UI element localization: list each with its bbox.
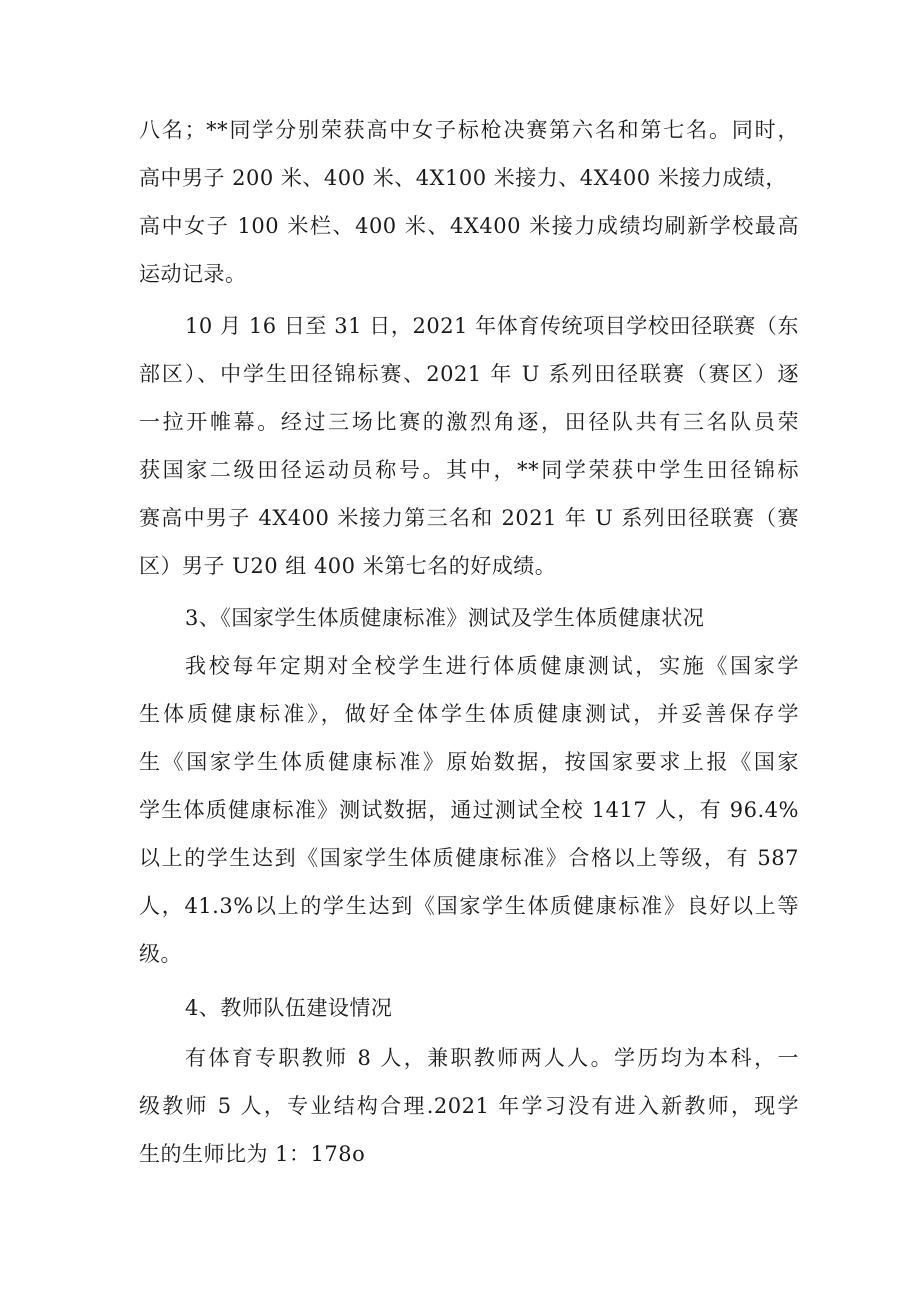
- paragraph-competitions: [139, 302, 799, 590]
- text-line: 10 月 16 日至 31 日，2021 年体育传统项目学校田径联赛（东: [185, 314, 799, 338]
- text-line: 高中女子 100 米栏、400 米、4X400 米接力成绩均刷新学校最高: [139, 214, 799, 238]
- text-line: 人，41.3%以上的学生达到《国家学生体质健康标准》良好以上等: [139, 894, 799, 918]
- text-line: 区）男子 U20 组 400 米第七名的好成绩。: [139, 554, 557, 578]
- text-line: 生的生师比为 1：178o: [139, 1142, 366, 1166]
- text-line: 生《国家学生体质健康标准》原始数据，按国家要求上报《国家: [139, 750, 799, 774]
- text-line: 学生体质健康标准》测试数据，通过测试全校 1417 人，有 96.4%: [139, 798, 799, 822]
- paragraph-continuation: [139, 106, 799, 298]
- text-line: 八名；**同学分别荣获高中女子标枪决赛第六名和第七名。同时，: [139, 118, 799, 142]
- text-line: 一拉开帷幕。经过三场比赛的激烈角逐，田径队共有三名队员荣: [139, 410, 799, 434]
- text-line: 以上的学生达到《国家学生体质健康标准》合格以上等级，有 587: [139, 846, 799, 870]
- heading-text: 4、教师队伍建设情况: [185, 996, 393, 1020]
- text-line: 级教师 5 人，专业结构合理.2021 年学习没有进入新教师，现学: [139, 1094, 799, 1118]
- text-line: 级。: [139, 942, 182, 966]
- section-heading-3: [139, 594, 799, 642]
- heading-text: 3、《国家学生体质健康标准》测试及学生体质健康状况: [185, 606, 705, 630]
- paragraph-health: [139, 642, 799, 978]
- text-line: 运动记录。: [139, 262, 247, 286]
- text-line: 部区）、中学生田径锦标赛、2021 年 U 系列田径联赛（赛区）逐: [139, 362, 799, 386]
- text-line: 有体育专职教师 8 人，兼职教师两人人。学历均为本科，一: [185, 1046, 799, 1070]
- text-line: 生体质健康标准》，做好全体学生体质健康测试，并妥善保存学: [139, 702, 799, 726]
- paragraph-teachers: [139, 1034, 799, 1178]
- text-line: 高中男子 200 米、400 米、4X100 米接力、4X400 米接力成绩，: [139, 166, 787, 190]
- text-line: 赛高中男子 4X400 米接力第三名和 2021 年 U 系列田径联赛（赛: [139, 506, 799, 530]
- section-heading-4: [139, 984, 799, 1032]
- text-line: 获国家二级田径运动员称号。其中，**同学荣获中学生田径锦标: [139, 458, 799, 482]
- text-line: 我校每年定期对全校学生进行体质健康测试，实施《国家学: [185, 654, 799, 678]
